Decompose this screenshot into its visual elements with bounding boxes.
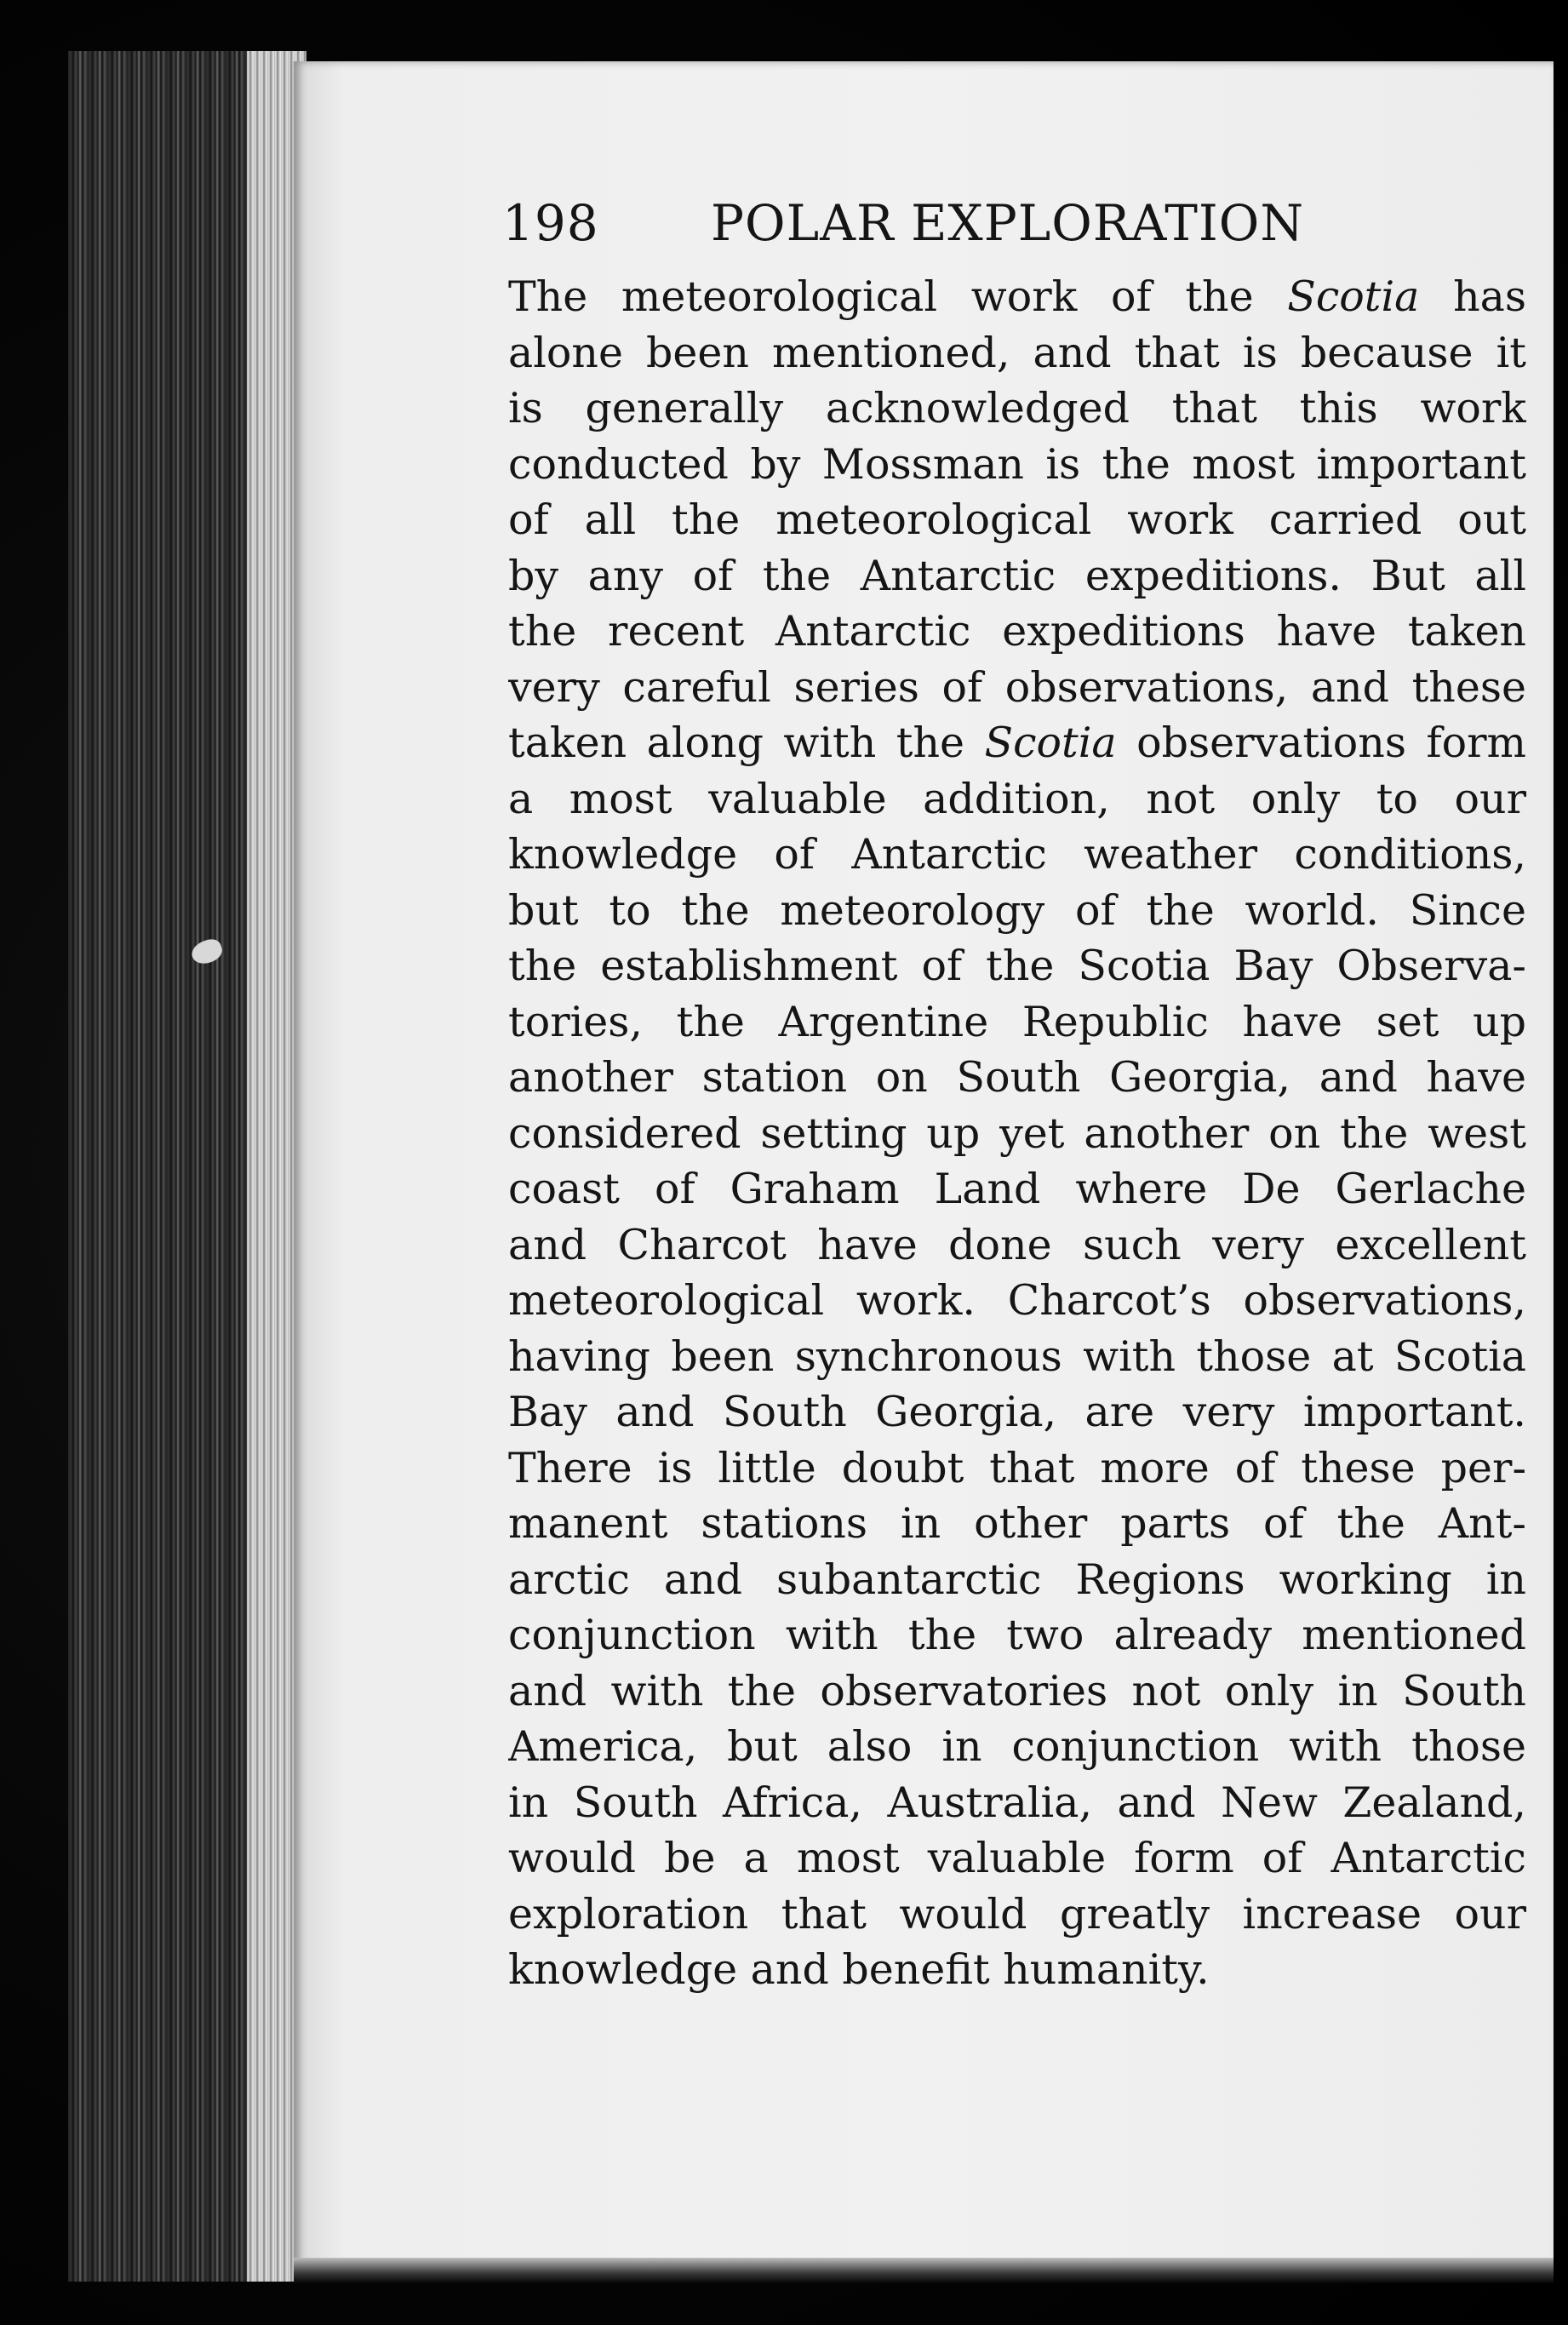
text-line: a most valuable addition, not only to our [508,774,1526,823]
text-line: knowledge and benefit humanity. [508,1945,1210,1994]
page-bottom-shadow [294,2258,1554,2283]
text-line: manent stations in other parts of the Ant- [508,1499,1526,1548]
text-line: arctic and subantarctic Regions working in [508,1555,1526,1604]
running-head [502,194,1319,254]
text-line: and Charcot have done such very excellent [508,1220,1526,1269]
text-line: having been synchronous with those at Scotia [508,1331,1526,1381]
text-line: taken along with the Scotia observations form [508,719,1526,767]
text-line: in South Africa, Australia, and New Zealand, [508,1778,1526,1827]
text-line: of all the meteorological work carried out [508,495,1526,544]
book-page-edges [68,51,306,2282]
text-line: and with the observatories not only in South [508,1666,1526,1715]
text-line: coast of Graham Land where De Gerlache [508,1165,1526,1213]
body-paragraph [508,269,1526,1998]
text-line: conjunction with the two already mentioned [508,1611,1526,1659]
book-title: POLAR EXPLORATION [711,194,1305,252]
text-line: the establishment of the Scotia Bay Observa- [508,942,1526,990]
text-line: America, but also in conjunction with those [508,1722,1526,1771]
text-line: meteorological work. Charcot’s observations, [508,1276,1526,1325]
text-line: very careful series of observations, and these [508,662,1526,712]
text-line: considered setting up yet another on the west [508,1108,1526,1158]
text-line: Bay and South Georgia, are very important. [508,1388,1526,1436]
text-line: alone been mentioned, and that is because it [508,328,1526,377]
italic-ship-name: Scotia [1287,272,1420,321]
text-line: would be a most valuable form of Antarctic [508,1834,1526,1882]
text-line: There is little doubt that more of these per- [508,1443,1526,1492]
text-line: is generally acknowledged that this work [508,384,1526,432]
text-line: knowledge of Antarctic weather conditions, [508,830,1526,879]
text-line: conducted by Mossman is the most important [508,439,1526,489]
italic-ship-name: Scotia [984,719,1117,767]
text-line: The meteorological work of the Scotia has [508,272,1526,321]
text-line: by any of the Antarctic expeditions. But all [508,551,1526,600]
text-line: another station on South Georgia, and have [508,1053,1526,1102]
text-line: but to the meteorology of the world. Since [508,885,1526,935]
text-line: exploration that would greatly increase our [508,1889,1526,1938]
text-line: tories, the Argentine Republic have set up [508,997,1526,1046]
page-number: 198 [502,194,599,252]
text-line: the recent Antarctic expeditions have taken [508,607,1526,656]
